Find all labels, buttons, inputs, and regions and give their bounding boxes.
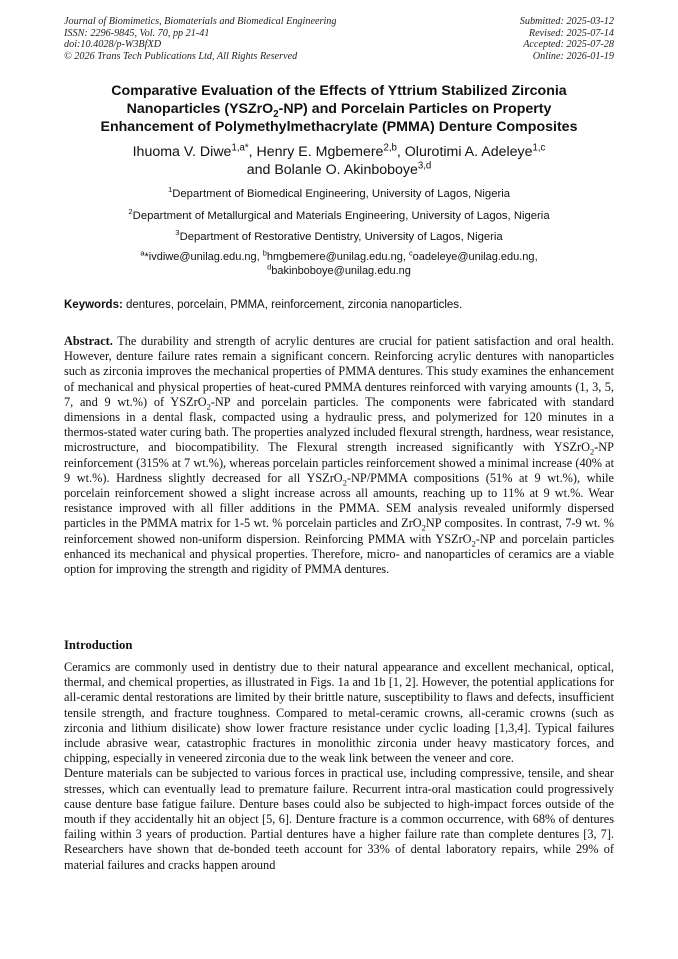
- abstract-text-6: -NP and porcelain particles enhanced its mechanical and physical properties. Therefore, micro- and nanoparticles of ceramics are a viable option for improving the strength and rigidity of PMMA dentures.: [64, 531, 614, 577]
- email-4-marker: d: [267, 262, 272, 272]
- affiliation-1: [40, 184, 638, 206]
- author-1-affil: 1,a*: [231, 142, 249, 154]
- affiliation-2: [40, 206, 638, 228]
- affiliations: [40, 184, 638, 249]
- journal-name: Journal of Biomimetics, Biomaterials and Biomedical Engineering: [64, 16, 337, 27]
- title-subscript: 2: [273, 108, 279, 120]
- title-line-1: Comparative Evaluation of the Effects of Yttrium Stabilized Zirconia: [111, 83, 567, 99]
- author-4-affil: 3,d: [417, 160, 432, 172]
- affiliation-1-number: 1: [167, 185, 173, 195]
- affiliation-3-text: Department of Restorative Dentistry, University of Lagos, Nigeria: [179, 231, 503, 243]
- subscript: 2: [342, 478, 347, 488]
- journal-header-left: [64, 16, 336, 62]
- subscript: 2: [206, 402, 211, 412]
- journal-header-right: [520, 16, 614, 62]
- date-submitted: Submitted: 2025-03-12: [519, 16, 614, 27]
- abstract-text-2: -NP and porcelain particles. The components were fabricated with standard dimensions in a dental flask, compacted using a hydraulic press, and polymerized for 120 minutes in a thermos-stated water curing bath. The properties analyzed included flexural strength, hardness, wear resistance, microstructure, and biocompatibility. The Flexural strength increased significantly with YSZrO: [64, 394, 615, 455]
- paper-title: [40, 82, 638, 136]
- date-accepted: Accepted: 2025-07-28: [523, 39, 614, 51]
- email-3[interactable]: oadeleye@unilag.edu.ng: [412, 251, 535, 263]
- abstract-text-3: -NP reinforcement (315% at 7 wt.%), whereas porcelain particles reinforcement showed a minimal increase (40% at 9 wt.%). Hardness slightly decreased for all YSZrO: [64, 440, 614, 485]
- affiliation-2-number: 2: [128, 206, 133, 216]
- abstract-text-5: NP composites. In contrast, 7-9 wt. % reinforcement showed non-uniform dispersion. Reinforcing PMMA with YSZrO: [64, 516, 614, 546]
- introduction-body: [64, 660, 614, 873]
- author-list: Ihuoma V. Diwe$^{1,a*}$, Henry E. Mgbemere$^{2,b}$, Olurotimi A. Adeleye$^{1,c}$ and Bolanle O. Akinboboye$^{3,d}$: [132, 142, 546, 178]
- date-online: Online: 2026-01-19: [532, 50, 614, 62]
- author-3-affil: 1,c: [532, 142, 546, 154]
- author-3: Olurotimi A. Adeleye: [404, 144, 533, 160]
- email-1-marker: a: [140, 248, 145, 258]
- email-4[interactable]: bakinboboye@unilag.edu.ng: [271, 265, 411, 277]
- date-revised: Revised: 2025-07-14: [528, 27, 614, 39]
- author-emails: $^a$*ivdiwe@unilag.edu.ng, $^b$hmgbemere@unilag.edu.ng, $^c$oadeleye@unilag.edu.ng, $^d$bakinboboye@unilag.edu.ng: [140, 248, 538, 277]
- title-line-2-part-b: -NP) and Porcelain Particles on Property: [278, 101, 552, 117]
- abstract-text-4: -NP/PMMA compositions (51% at 9 wt.%), while porcelain reinforcement showed a slight increase across all amounts, reaching up to 11% at 9 wt.%. Wear resistance improved with all filler additions in the PMMA. SEM analysis revealed uniformly dispersed particles in the PMMA matrix for 1-5 wt. % porcelain particles and ZrO: [64, 470, 614, 531]
- title-line-2: [40, 100, 638, 118]
- title-line-2-part-a: Nanoparticles (YSZrO: [126, 101, 274, 117]
- affiliation-3-number: 3: [175, 228, 180, 238]
- author-2: Henry E. Mgbemere: [256, 144, 384, 160]
- affiliation-3: [40, 227, 638, 249]
- email-1[interactable]: *ivdiwe@unilag.edu.ng: [144, 251, 257, 263]
- subscript: 2: [471, 539, 476, 549]
- abstract-label: Abstract.: [64, 334, 113, 348]
- introduction-paragraph-1: Ceramics are commonly used in dentistry due to their natural appearance and excellent mechanical, optical, thermal, and chemical properties, as illustrated in Figs. 1a and 1b [1, 2]. However, the potential applications for all-ceramic dental restorations are limited by their brittle nature, susceptibility to flaws and defects, insufficient tensile strength, and fracture toughness. Compared to metal-ceramic crowns, all-ceramic crowns (such as zirconia and lithium disilicate) show lower fracture resistance under cyclic loading [1,3,4]. Typical failures include abrasive wear, catastrophic fractures in monolithic zirconia under heavy masticatory forces, and chipping, especially in veneered zirconia due to the weak link between the veneer and core.: [64, 660, 614, 766]
- section-heading-introduction: Introduction: [64, 638, 133, 652]
- keywords-label: Keywords:: [64, 299, 123, 311]
- affiliation-2-text: Department of Metallurgical and Materials Engineering, University of Lagos, Nigeria: [132, 209, 550, 222]
- abstract: [64, 334, 614, 577]
- journal-doi: doi:10.4028/p-W3BfXD: [64, 39, 162, 51]
- keywords-text: dentures, porcelain, PMMA, reinforcement, zirconia nanoparticles.: [126, 299, 463, 311]
- title-line-3: Enhancement of Polymethylmethacrylate (PMMA) Denture Composites: [100, 119, 578, 135]
- subscript: 2: [589, 447, 595, 457]
- journal-issn: ISSN: 2296-9845, Vol. 70, pp 21-41: [64, 27, 210, 39]
- author-2-affil: 2,b: [383, 142, 397, 154]
- keywords: [64, 298, 624, 312]
- author-and: and: [246, 162, 271, 178]
- introduction-paragraph-2: Denture materials can be subjected to various forces in practical use, including compressive, tensile, and shear stresses, which can eventually lead to premature failure. Recurrent intra-oral mastication could progressively cause denture base fatigue failure. Denture bases could also be subjected to high-impact forces outside of the mouth if they accidentally hit an object [5, 6]. Denture fracture is a common occurrence, with 68% of dentures failing within 3 years of production. Partial dentures have a higher failure rate than complete dentures [3, 7]. Researchers have shown that de-bonded teeth account for 33% of dental laboratory repairs, while 29% of material failures and cracks happen around: [64, 766, 614, 872]
- subscript: 2: [421, 523, 426, 533]
- author-1: Ihuoma V. Diwe: [132, 144, 232, 160]
- email-3-marker: c: [408, 248, 413, 258]
- journal-copyright: © 2026 Trans Tech Publications Ltd, All Rights Reserved: [64, 50, 298, 62]
- author-4: Bolanle O. Akinboboye: [274, 162, 418, 178]
- email-2-marker: b: [262, 248, 267, 258]
- abstract-text-1: The durability and strength of acrylic dentures are crucial for patient satisfaction and oral health. However, denture failure rates remain a significant concern. Reinforcing acrylic dentures with nanoparticles such as zirconia improves the mechanical properties of PMMA dentures. This study examines the enhancement of mechanical and physical properties of heat-cured PMMA dentures reinforced with varying amounts (1, 3, 5, 7, and 9 wt.%) of YSZrO: [64, 334, 615, 409]
- email-2[interactable]: hmgbemere@unilag.edu.ng: [266, 251, 403, 263]
- affiliation-1-text: Department of Biomedical Engineering, University of Lagos, Nigeria: [172, 188, 511, 200]
